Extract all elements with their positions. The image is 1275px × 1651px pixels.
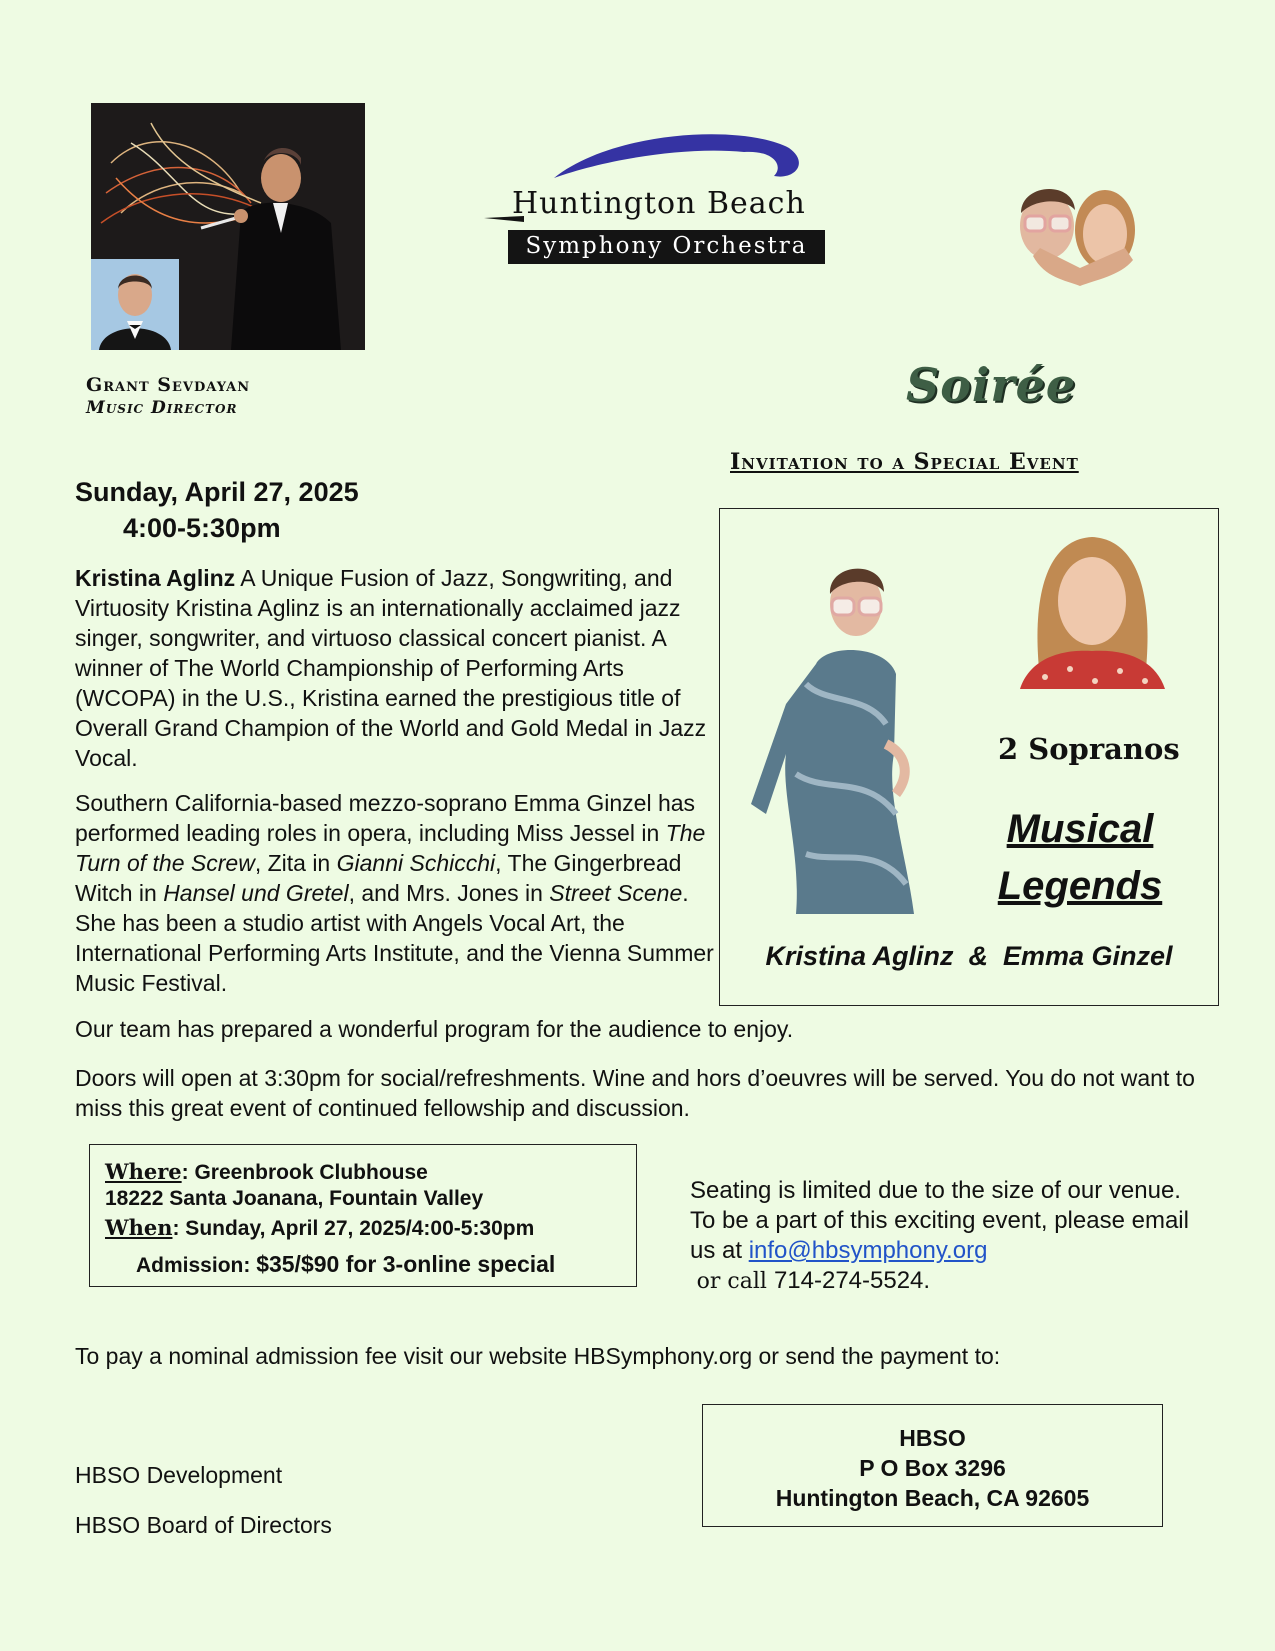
- phone-number: 714-274-5524.: [773, 1267, 931, 1294]
- when-label: When: [105, 1215, 173, 1240]
- event-time: 4:00-5:30pm: [123, 513, 281, 543]
- signature-development: HBSO Development: [75, 1462, 283, 1488]
- address-line: 18222 Santa Joanana, Fountain Valley: [105, 1187, 484, 1210]
- logo-subtitle-bar: [508, 230, 825, 264]
- soiree-title: Soirée: [906, 358, 1077, 412]
- payment-note: To pay a nominal admission fee visit our website HBSymphony.org or send the payment to:: [75, 1343, 1001, 1369]
- program-note: Our team has prepared a wonderful program for the audience to enjoy.: [75, 1016, 794, 1042]
- featured-singers-box: [719, 508, 1219, 1006]
- doors-note: Doors will open at 3:30pm for social/refreshments. Wine and hors d’oeuvres will be served. You do not want to miss this great event of continued fellowship and discussion.: [75, 1065, 1195, 1121]
- bio-emma-text: , The Gingerbread Witch in: [75, 850, 682, 906]
- singers-heads-image: [1005, 168, 1155, 286]
- emma-photo: [1000, 529, 1180, 689]
- admission-price: $35/$90 for 3-online special: [256, 1251, 556, 1277]
- director-role: Music Director: [86, 398, 238, 418]
- sopranos-label: 2 Sopranos: [998, 732, 1180, 766]
- venue-name: : Greenbrook Clubhouse: [181, 1161, 428, 1184]
- bio-kristina: [75, 563, 715, 773]
- musical-legends-title: [990, 801, 1170, 915]
- admission-label: Admission:: [136, 1254, 257, 1277]
- when-value: : Sunday, April 27, 2025/4:00-5:30pm: [172, 1217, 535, 1240]
- director-name: Grant Sevdayan: [86, 374, 251, 396]
- event-details-box: [89, 1144, 637, 1287]
- mailing-address-box: [702, 1404, 1163, 1527]
- orchestra-logo: [484, 130, 844, 270]
- seating-note: [690, 1176, 1190, 1297]
- address-city: Huntington Beach, CA 92605: [775, 1485, 1090, 1511]
- call-prefix: or call: [696, 1269, 774, 1294]
- event-date: Sunday, April 27, 2025: [75, 477, 359, 507]
- work-title: Hansel und Gretel: [163, 880, 349, 906]
- bio-kristina-name: Kristina Aglinz: [75, 565, 236, 591]
- bio-emma-text: . She has been a studio artist with Angels Vocal Art, the International Performing Arts Institute, and the Vienna Summer Music Festival.: [75, 880, 714, 996]
- legends-line1: Musical: [1006, 807, 1154, 851]
- bio-emma: [75, 788, 715, 998]
- work-title: The Turn of the Screw: [75, 820, 706, 876]
- performer-names: Kristina Aglinz & Emma Ginzel: [765, 941, 1173, 971]
- address-box: P O Box 3296: [859, 1455, 1006, 1481]
- kristina-photo: [746, 554, 926, 914]
- address-org: HBSO: [899, 1425, 966, 1451]
- bio-kristina-text: A Unique Fusion of Jazz, Songwriting, and Virtuosity Kristina Aglinz is an internationally acclaimed jazz singer, songwriter, and virtuoso classical concert pianist. A winner of The World Championship of Performing Arts (WCOPA) in the U.S., Kristina earned the prestigious title of Overall Grand Champion of the World and Gold Medal in Jazz Vocal.: [75, 565, 707, 771]
- when-line: [105, 1215, 534, 1241]
- seating-text: Seating is limited due to the size of our venue. To be a part of this exciting event, please email us at: [690, 1177, 1189, 1264]
- bio-emma-text: , Zita in: [254, 850, 337, 876]
- where-label: Where: [105, 1159, 182, 1184]
- bio-emma-text: , and Mrs. Jones in: [348, 880, 550, 906]
- director-portrait: [91, 259, 179, 350]
- logo-name: Huntington Beach: [512, 186, 806, 221]
- bio-emma-text: Southern California-based mezzo-soprano Emma Ginzel has performed leading roles in opera, including Miss Jessel in: [75, 790, 696, 846]
- email-link[interactable]: info@hbsymphony.org: [748, 1237, 988, 1264]
- venue-line: [105, 1159, 428, 1185]
- signature-board: HBSO Board of Directors: [75, 1512, 332, 1538]
- conductor-photo: [91, 103, 365, 350]
- work-title: Gianni Schicchi: [336, 850, 496, 876]
- logo-subtitle: Symphony Orchestra: [525, 233, 808, 259]
- admission-line: [136, 1251, 555, 1278]
- work-title: Street Scene: [549, 880, 683, 906]
- invitation-heading: Invitation to a Special Event: [730, 449, 1079, 475]
- legends-line2: Legends: [997, 864, 1163, 908]
